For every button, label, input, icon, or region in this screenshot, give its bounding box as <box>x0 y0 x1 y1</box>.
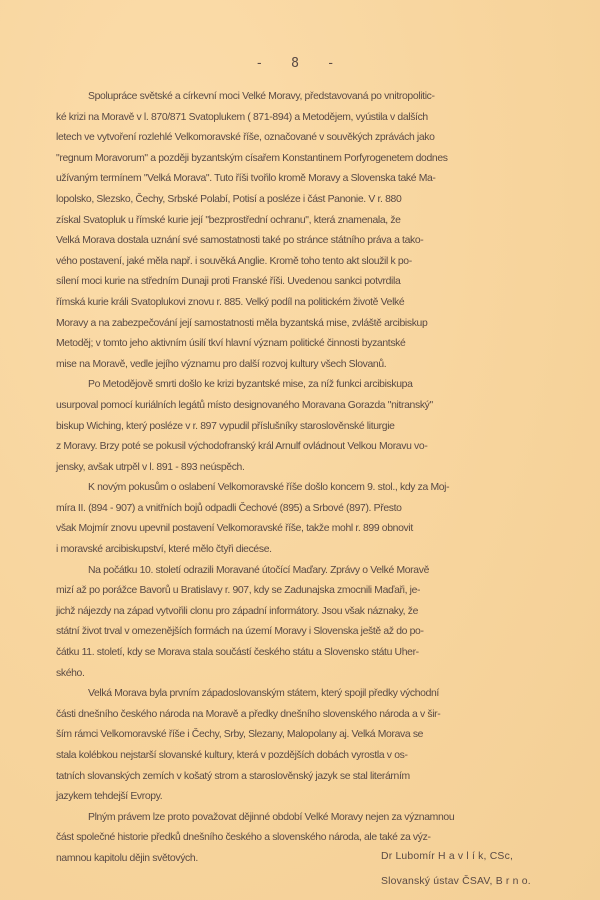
text-line: mizí až po porážce Bavorů u Bratislavy r. 907, kdy se Zadunajska zmocnili Maďaři, je- <box>56 585 421 597</box>
text-line: užívaným termínem "Velká Morava". Tuto říši tvořilo kromě Moravy a Slovenska také Ma- <box>56 173 436 185</box>
text-line: i moravské arcibiskupství, které mělo čtyři diecése. <box>56 544 272 556</box>
text-line: namnou kapitolu dějin světových. <box>56 852 198 864</box>
text-line: získal Svatopluk u římské kurie její "bezprostřední ochranu", která znamenala, že <box>56 214 401 226</box>
text-line: jensky, avšak utrpěl v l. 891 - 893 neúspěch. <box>56 461 245 473</box>
text-line: ším rámci Velkomoravské říše i Čechy, Srby, Slezany, Malopolany aj. Velká Morava se <box>56 729 424 741</box>
text-line: vého postavení, jaké měla např. i souvěká Anglie. Kromě toho tento akt sloužil k po- <box>56 255 412 267</box>
text-line: části dnešního českého národa na Moravě a předky dnešního slovenského národa a v šir- <box>56 708 441 720</box>
text-line: míra II. (894 - 907) a vnitřních bojů odpadli Čechové (895) a Srbové (897). Přesto <box>56 502 402 514</box>
paragraph-first-line: Na počátku 10. století odrazili Moravané útočící Maďary. Zprávy o Velké Moravě <box>88 564 429 576</box>
text-line: lopolsko, Slezsko, Čechy, Srbské Polabí, Potisí a posléze i část Panonie. V r. 880 <box>56 193 402 205</box>
text-line: však Mojmír znovu upevnil postavení Velkomoravské říše, takže mohl r. 899 obnovit <box>56 523 413 535</box>
text-line: Velká Morava dostala uznání své samostatnosti také po stránce státního práva a tako- <box>56 235 424 247</box>
text-line: čátku 11. století, kdy se Morava stala součástí českého státu a Slovensko státu Uher- <box>56 647 419 659</box>
text-line: ké krizi na Moravě v l. 870/871 Svatoplukem ( 871-894) a Metodějem, vyústila v dalších <box>56 111 428 123</box>
paragraph-first-line: Plným právem lze proto považovat dějinné období Velké Moravy nejen za významnou <box>88 811 455 823</box>
text-line: Moravy a na zabezpečování její samostatnosti měla byzantská mise, zvláště arcibiskup <box>56 317 428 329</box>
text-line: jichž nájezdy na západ vytvořili clonu pro západní informátory. Jsou však náznaky, že <box>56 605 419 617</box>
paragraph-first-line: Velká Morava byla prvním západoslovanským státem, který spojil předky východní <box>88 688 439 700</box>
signature-block <box>381 844 531 894</box>
text-line: "regnum Moravorum" a později byzantským císařem Konstantinem Porfyrogenetem dodnes <box>56 152 448 164</box>
text-line: letech ve vytvoření rozlehlé Velkomoravské říše, označované v souvěkých zprávách jako <box>56 132 435 144</box>
text-line: římská kurie králi Svatoplukovi znovu r. 885. Velký podíl na politickém životě Velké <box>56 296 405 308</box>
page-number: - 8 - <box>255 56 345 71</box>
author-institution: Slovanský ústav ČSAV, B r n o. <box>381 876 531 887</box>
text-line: sílení moci kurie na středním Dunaji proti Franské říši. Uvedenou sankci potvrdila <box>56 276 401 288</box>
paragraph-first-line: Po Metodějově smrti došlo ke krizi byzantské mise, za níž funkci arcibiskupa <box>88 379 413 391</box>
paragraph-first-line: Spolupráce světské a církevní moci Velké Moravy, představovaná po vnitropolitic- <box>88 91 435 102</box>
paragraph-first-line: K novým pokusům o oslabení Velkomoravské říše došlo koncem 9. stol., kdy za Moj- <box>88 482 450 494</box>
text-line: ského. <box>56 667 85 679</box>
author-name: Dr Lubomír H a v l í k, CSc, <box>381 851 514 862</box>
text-line: Metoděj; v tomto jeho aktivním úsilí tkví hlavní význam politické činnosti byzantské <box>56 338 406 350</box>
text-line: stala kolébkou nejstarší slovanské kultury, která v pozdějších dobách vyrostla v os- <box>56 750 408 761</box>
text-line: z Moravy. Brzy poté se pokusil východofranský král Arnulf ovládnout Velkou Moravu vo- <box>56 441 428 453</box>
text-line: jazykem tehdejší Evropy. <box>56 791 163 803</box>
text-line: usurpoval pomocí kuriálních legátů místo designovaného Moravana Gorazda "nitranský" <box>56 399 433 411</box>
text-line: část společné historie předků dnešního českého a slovenského národa, ale také za výz- <box>56 832 431 844</box>
text-line: státní život trval v omezenějších formách na území Moravy i Slovenska ještě až do po- <box>56 626 424 638</box>
text-line: mise na Moravě, vedle jejího významu pro další rozvoj kultury všech Slovanů. <box>56 358 387 370</box>
text-line: tatních slovanských zemích v košatý strom a staroslověnský jazyk se stal literárním <box>56 770 410 782</box>
body-text <box>56 87 566 870</box>
text-line: biskup Wiching, který posléze v r. 897 vypudil příslušníky staroslověnské liturgie <box>56 420 395 432</box>
